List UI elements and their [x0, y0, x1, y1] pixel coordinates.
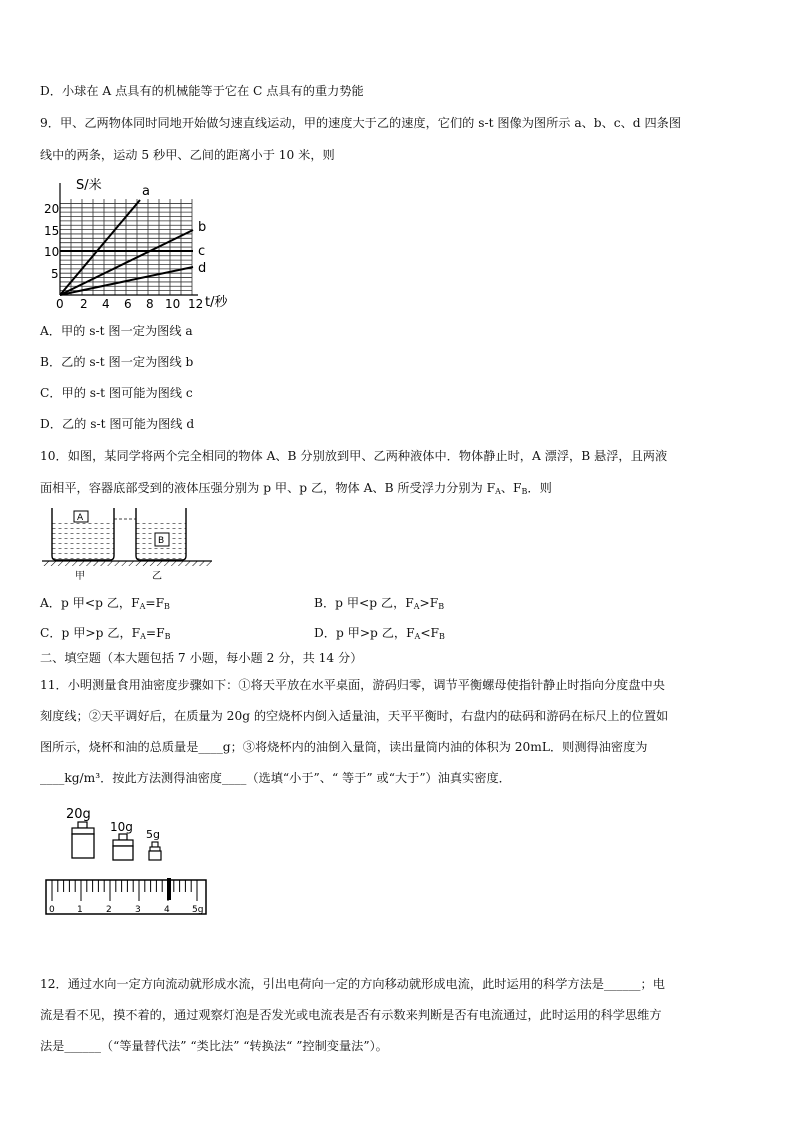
q10-stem-line1: 10．如图，某同学将两个完全相同的物体 A、B 分别放到甲、乙两种液体中．物体静止时，A 漂浮，B 悬浮，且两液	[40, 449, 668, 463]
label-d: d	[198, 261, 207, 276]
label-jia: 甲	[75, 571, 85, 582]
label-b: b	[198, 220, 207, 235]
xtick-4: 4	[102, 297, 110, 311]
q11-line3: 图所示，烧杯和油的总质量是____g；③将烧杯内的油倒入量筒，读出量筒内油的体积为 20mL．则测得油密度为	[40, 740, 648, 754]
xtick-8: 8	[146, 297, 154, 311]
q9-stem-line1: 9．甲、乙两物体同时同地开始做匀速直线运动，甲的速度大于乙的速度，它们的 s-t 图像为图所示 a、b、c、d 四条图	[40, 116, 682, 130]
q9-stem-line2: 线中的两条，运动 5 秒甲、乙间的距离小于 10 米，则	[40, 148, 335, 162]
ruler-1: 1	[77, 905, 83, 915]
weight-5g-label: 5g	[146, 828, 160, 841]
q9-option-c: C．甲的 s-t 图可能为图线 c	[40, 386, 193, 400]
q8-option-d: D．小球在 A 点具有的机械能等于它在 C 点具有的重力势能	[40, 84, 364, 98]
q10-stem-line2: 面相平，容器底部受到的液体压强分别为 p 甲、p 乙，物体 A、B 所受浮力分别为 $F_A$、$F_B$．则	[40, 481, 552, 496]
weights-figure	[40, 800, 220, 922]
ruler-5g: 5g	[192, 905, 204, 915]
q9-option-a: A．甲的 s-t 图一定为图线 a	[40, 324, 193, 338]
q10-option-b: B．p 甲<p 乙，$F_A>F_B$	[314, 596, 445, 611]
section-heading: 二、填空题（本大题包括 7 小题，每小题 2 分，共 14 分）	[40, 651, 363, 665]
ruler-4: 4	[164, 905, 170, 915]
q12-line2: 流是看不见，摸不着的，通过观察灯泡是否发光或电流表是否有示数来判断是否有电流通过，此时运用的科学思维方	[40, 1008, 662, 1022]
label-a: a	[142, 184, 150, 199]
object-a: A	[77, 513, 84, 523]
label-c: c	[198, 244, 206, 259]
q10-option-c: C．p 甲>p 乙，$F_A=F_B$	[40, 626, 171, 641]
ruler-0: 0	[49, 905, 55, 915]
q9-option-d: D．乙的 s-t 图可能为图线 d	[40, 417, 195, 431]
containers-figure	[40, 506, 220, 584]
ytick-20: 20	[44, 202, 60, 216]
xtick-2: 2	[80, 297, 88, 311]
q10-option-a: A．p 甲<p 乙，$F_A=F_B$	[40, 596, 170, 611]
line-b	[60, 230, 193, 295]
ruler-2: 2	[106, 905, 112, 915]
q12-line1: 12．通过水向一定方向流动就形成水流，引出电荷向一定的方向移动就形成电流，此时运用的科学方法是______；电	[40, 977, 665, 991]
object-b: B	[158, 536, 165, 546]
graph-ylabel: S/米	[76, 178, 102, 193]
label-yi: 乙	[152, 571, 162, 582]
q11-line2: 刻度线；②天平调好后，在质量为 20g 的空烧杯内倒入适量油，天平平衡时，右盘内的砝码和游码在标尺上的位置如	[40, 709, 669, 723]
xtick-10: 10	[165, 297, 181, 311]
st-graph	[38, 175, 248, 315]
xtick-6: 6	[124, 297, 132, 311]
q10-option-d: D．p 甲>p 乙，$F_A<F_B$	[314, 626, 445, 641]
ytick-5: 5	[51, 267, 59, 281]
graph-xlabel: t/秒	[205, 295, 228, 310]
weight-10g-label: 10g	[110, 820, 133, 834]
xtick-12: 12	[188, 297, 204, 311]
weight-20g-label: 20g	[66, 807, 91, 822]
q9-option-b: B．乙的 s-t 图一定为图线 b	[40, 355, 194, 369]
ruler-3: 3	[135, 905, 141, 915]
ytick-15: 15	[44, 224, 60, 238]
q11-line1: 11．小明测量食用油密度步骤如下：①将天平放在水平桌面，游码归零，调节平衡螺母使指针静止时指向分度盘中央	[40, 678, 665, 692]
q11-line4: ____kg/m³．按此方法测得油密度____（选填“小于”、“ 等于” 或“大于”）油真实密度．	[40, 771, 511, 785]
q12-line3: 法是______（“等量替代法” “类比法” “转换法“ ”控制变量法”）。	[40, 1039, 388, 1053]
xtick-0: 0	[56, 297, 64, 311]
ytick-10: 10	[44, 245, 60, 259]
